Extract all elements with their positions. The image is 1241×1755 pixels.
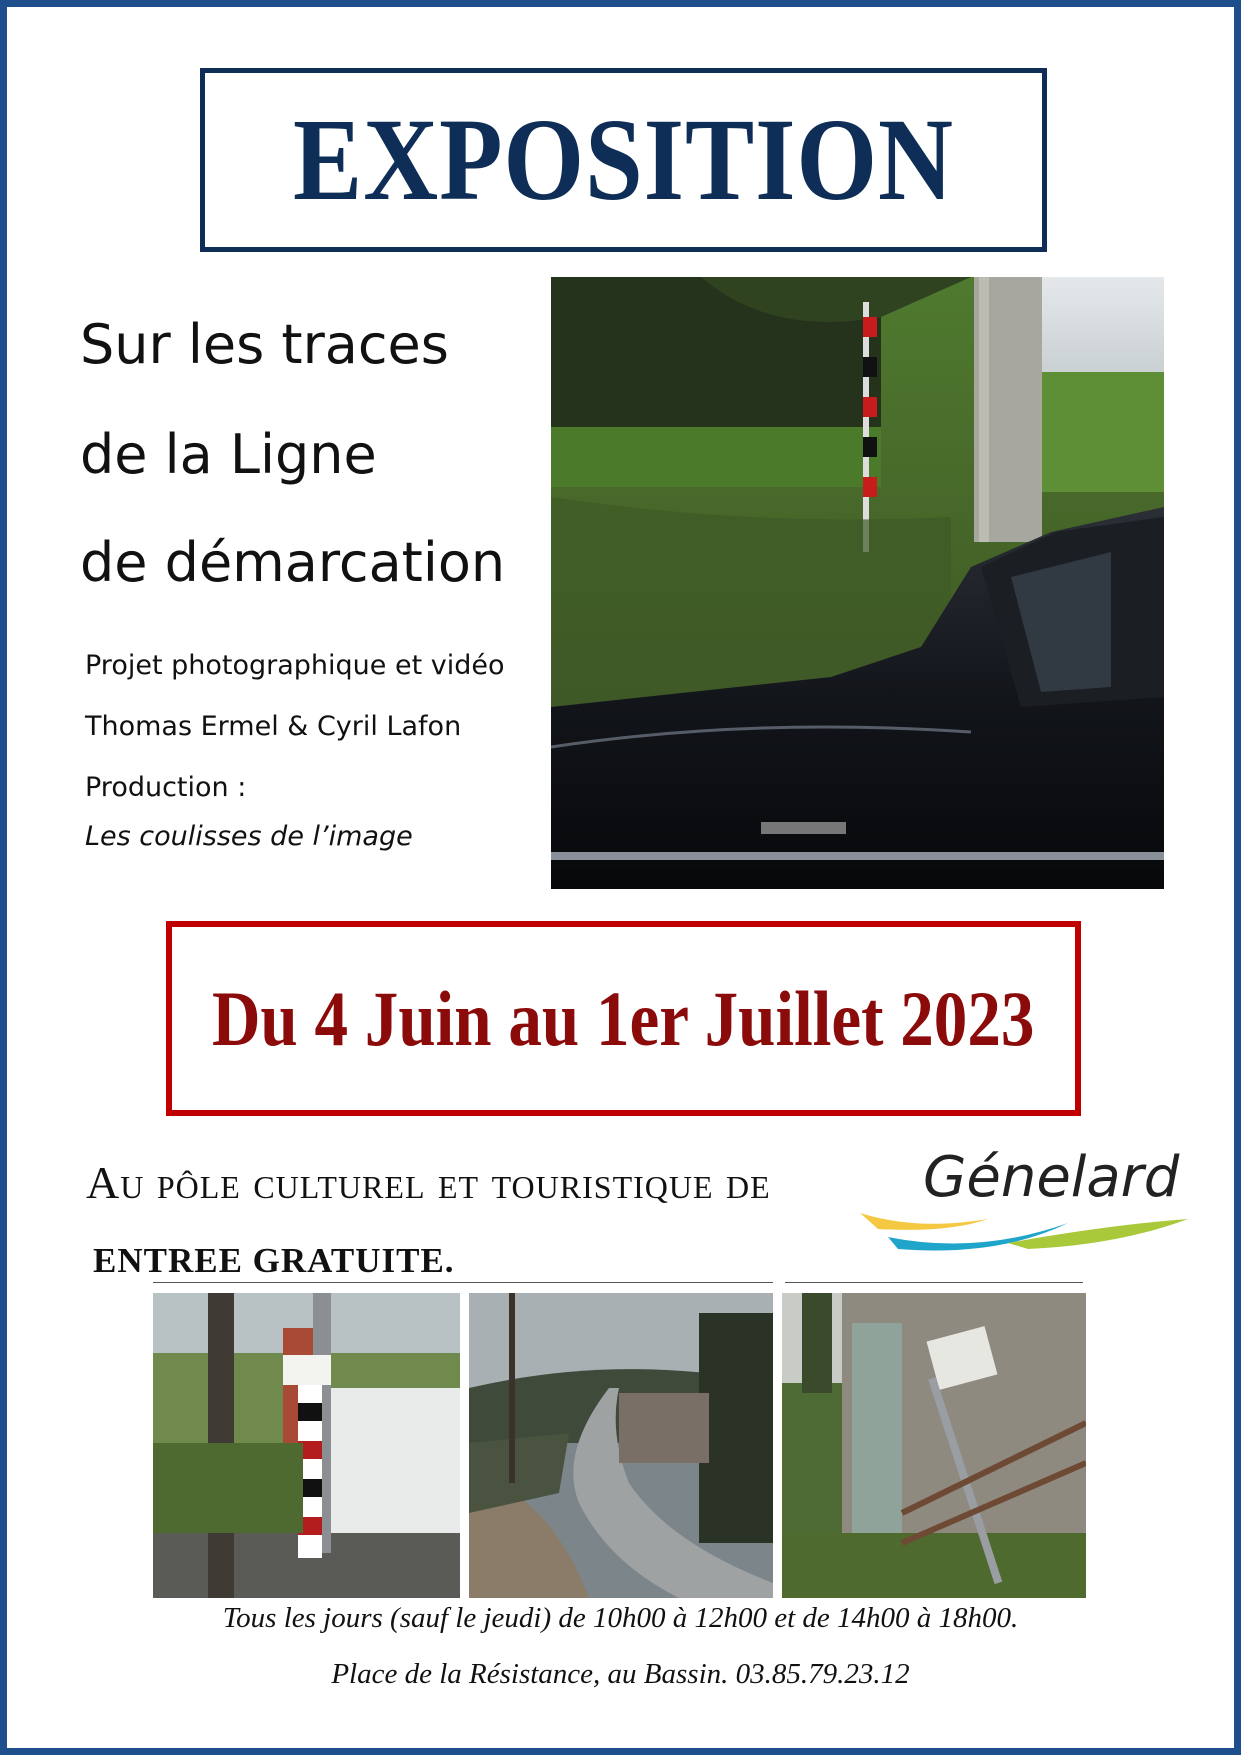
divider <box>153 1282 773 1283</box>
opening-hours: Tous les jours (sauf le jeudi) de 10h00 à 12h00 et de 14h00 à 18h00. <box>222 1602 1019 1634</box>
venue-text: Au pôle culturel et touristique de <box>86 1157 771 1208</box>
project-text: Projet photographique et vidéo <box>85 650 505 681</box>
thumb-post <box>153 1293 460 1598</box>
subtitle-line-3: de démarcation <box>80 531 506 594</box>
subtitle-line-2: de la Ligne <box>80 423 377 486</box>
production-label: Production : <box>85 772 247 803</box>
entry-text: ENTREE GRATUITE. <box>93 1241 455 1280</box>
divider <box>785 1282 1083 1283</box>
title-box <box>200 68 1047 252</box>
production-name: Les coulisses de l’image <box>85 821 413 852</box>
thumb-road <box>469 1293 773 1598</box>
town-logo: Génelard <box>923 1145 1180 1210</box>
subtitle-line-1: Sur les traces <box>80 313 449 376</box>
exhibition-dates: Du 4 Juin au 1er Juillet 2023 <box>212 974 1035 1062</box>
logo-swoosh-icon <box>858 1205 1190 1260</box>
date-box <box>166 921 1081 1116</box>
page-title: EXPOSITION <box>293 94 954 225</box>
thumb-sign <box>782 1293 1086 1598</box>
hero-photo <box>551 277 1164 889</box>
authors-text: Thomas Ermel & Cyril Lafon <box>85 711 462 742</box>
address-phone: Place de la Résistance, au Bassin. 03.85.79.23.12 <box>331 1658 910 1690</box>
